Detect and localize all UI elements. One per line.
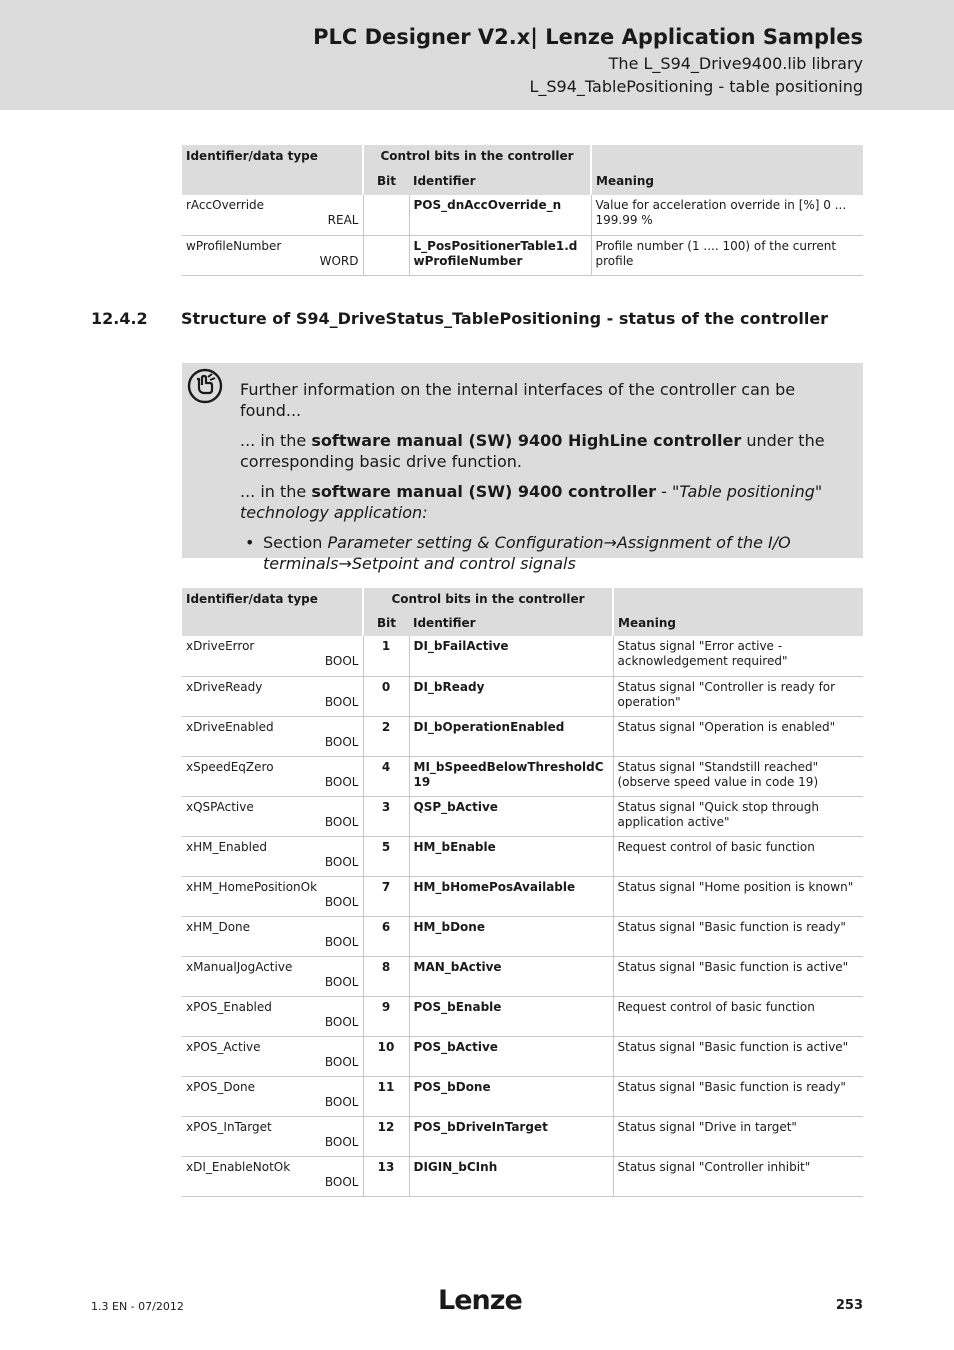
th-bit: Bit xyxy=(363,170,409,195)
cell-bit: 12 xyxy=(363,1116,409,1156)
th-bit: Bit xyxy=(363,612,409,636)
data-type: BOOL xyxy=(324,1014,359,1029)
data-type: BOOL xyxy=(324,854,359,869)
cell-meaning: Status signal "Quick stop through application active" xyxy=(613,796,863,836)
cell-bit: 3 xyxy=(363,796,409,836)
note-bullet-section: • Section Parameter setting & Configuration→Assignment of the I/O terminals→Setpoint and control signals xyxy=(240,532,850,574)
cell-identifier xyxy=(182,956,363,996)
cell-control-identifier: MI_bSpeedBelowThresholdC19 xyxy=(409,756,613,796)
page-header xyxy=(0,0,954,110)
header-subtitle-function: L_S94_TablePositioning - table positioning xyxy=(529,77,863,96)
cell-control-identifier: POS_bDriveInTarget xyxy=(409,1116,613,1156)
cell-identifier xyxy=(182,916,363,956)
th-identifier: Identifier/data type xyxy=(182,145,363,195)
cell-bit: 13 xyxy=(363,1156,409,1196)
identifier-name: wProfileNumber xyxy=(186,238,282,253)
cell-bit xyxy=(363,235,409,275)
cell-control-identifier: DIGIN_bCInh xyxy=(409,1156,613,1196)
cell-control-identifier: POS_dnAccOverride_n xyxy=(409,195,591,235)
cell-identifier xyxy=(182,876,363,916)
control-table-top xyxy=(182,145,863,276)
cell-meaning: Status signal "Drive in target" xyxy=(613,1116,863,1156)
table-row xyxy=(182,956,863,996)
identifier-name: xDriveReady xyxy=(186,679,263,694)
data-type: REAL xyxy=(327,213,359,227)
cell-identifier xyxy=(182,1076,363,1116)
cell-bit: 11 xyxy=(363,1076,409,1116)
data-type: BOOL xyxy=(324,934,359,949)
cell-meaning: Request control of basic function xyxy=(613,996,863,1036)
identifier-name: rAccOverride xyxy=(186,198,265,212)
cell-bit: 8 xyxy=(363,956,409,996)
cell-control-identifier: HM_bDone xyxy=(409,916,613,956)
cell-bit: 4 xyxy=(363,756,409,796)
cell-identifier xyxy=(182,195,363,235)
cell-control-identifier: DI_bOperationEnabled xyxy=(409,716,613,756)
cell-control-identifier: DI_bReady xyxy=(409,676,613,716)
cell-bit: 10 xyxy=(363,1036,409,1076)
identifier-name: xDriveEnabled xyxy=(186,719,274,734)
th-identifier: Identifier/data type xyxy=(182,588,363,636)
table-row xyxy=(182,1076,863,1116)
lenze-logo: Lenze xyxy=(438,1285,522,1316)
cell-meaning: Profile number (1 .... 100) of the current profile xyxy=(591,235,863,275)
cell-identifier xyxy=(182,836,363,876)
cell-bit: 9 xyxy=(363,996,409,1036)
cell-identifier xyxy=(182,1156,363,1196)
table-row xyxy=(182,836,863,876)
data-type: BOOL xyxy=(324,1094,359,1109)
cell-bit xyxy=(363,195,409,235)
data-type: BOOL xyxy=(324,774,359,789)
data-type: BOOL xyxy=(324,974,359,989)
cell-bit: 5 xyxy=(363,836,409,876)
cell-control-identifier: POS_bActive xyxy=(409,1036,613,1076)
cell-meaning: Status signal "Basic function is ready" xyxy=(613,1076,863,1116)
drive-status-table xyxy=(182,588,863,1197)
th-control-bits: Control bits in the controller xyxy=(363,588,613,612)
cell-meaning: Request control of basic function xyxy=(613,836,863,876)
data-type: BOOL xyxy=(324,814,359,829)
cell-control-identifier: HM_bEnable xyxy=(409,836,613,876)
cell-identifier xyxy=(182,756,363,796)
table-row xyxy=(182,1036,863,1076)
cell-meaning: Status signal "Basic function is ready" xyxy=(613,916,863,956)
cell-identifier xyxy=(182,1116,363,1156)
cell-identifier xyxy=(182,676,363,716)
cell-identifier xyxy=(182,796,363,836)
th-ident: Identifier xyxy=(409,170,591,195)
identifier-name: xPOS_Active xyxy=(186,1039,261,1054)
info-note-box xyxy=(182,363,863,573)
cell-identifier xyxy=(182,636,363,676)
cell-control-identifier: MAN_bActive xyxy=(409,956,613,996)
identifier-name: xPOS_InTarget xyxy=(186,1119,272,1134)
table-row xyxy=(182,996,863,1036)
table-row xyxy=(182,716,863,756)
cell-bit: 6 xyxy=(363,916,409,956)
table-row xyxy=(182,876,863,916)
data-type: BOOL xyxy=(324,654,359,668)
identifier-name: xHM_HomePositionOk xyxy=(186,879,318,894)
page-number: 253 xyxy=(835,1298,863,1313)
cell-control-identifier: POS_bDone xyxy=(409,1076,613,1116)
table-row xyxy=(182,676,863,716)
cell-control-identifier: DI_bFailActive xyxy=(409,636,613,676)
header-title: PLC Designer V2.x| Lenze Application Samples xyxy=(313,25,863,49)
identifier-name: xHM_Done xyxy=(186,919,251,934)
note-intro: Further information on the internal interfaces of the controller can be found... xyxy=(240,380,796,420)
table-row xyxy=(182,195,863,235)
cell-bit: 1 xyxy=(363,636,409,676)
cell-meaning: Status signal "Home position is known" xyxy=(613,876,863,916)
table-row xyxy=(182,235,863,275)
cell-bit: 0 xyxy=(363,676,409,716)
header-subtitle-library: The L_S94_Drive9400.lib library xyxy=(608,54,863,73)
identifier-name: xPOS_Done xyxy=(186,1079,255,1094)
cell-meaning: Status signal "Standstill reached" (observe speed value in code 19) xyxy=(613,756,863,796)
data-type: BOOL xyxy=(324,1054,359,1069)
data-type: BOOL xyxy=(324,894,359,909)
table-row xyxy=(182,796,863,836)
cell-identifier xyxy=(182,1036,363,1076)
table-row xyxy=(182,916,863,956)
identifier-name: xHM_Enabled xyxy=(186,839,267,854)
data-type: BOOL xyxy=(324,1174,359,1189)
data-type: BOOL xyxy=(324,694,359,709)
table-row xyxy=(182,756,863,796)
cell-meaning: Status signal "Basic function is active" xyxy=(613,1036,863,1076)
cell-meaning: Status signal "Basic function is active" xyxy=(613,956,863,996)
th-ident: Identifier xyxy=(409,612,613,636)
footer-version: 1.3 EN - 07/2012 xyxy=(91,1300,184,1313)
cell-control-identifier: L_PosPositionerTable1.dwProfileNumber xyxy=(409,235,591,275)
cell-meaning: Status signal "Error active - acknowledgement required" xyxy=(613,636,863,676)
cell-control-identifier: QSP_bActive xyxy=(409,796,613,836)
cell-bit: 2 xyxy=(363,716,409,756)
identifier-name: xPOS_Enabled xyxy=(186,999,272,1014)
cell-control-identifier: POS_bEnable xyxy=(409,996,613,1036)
cell-identifier xyxy=(182,996,363,1036)
cell-meaning: Status signal "Controller inhibit" xyxy=(613,1156,863,1196)
table-row xyxy=(182,1156,863,1196)
reference-hand-icon xyxy=(187,368,223,404)
th-meaning: Meaning xyxy=(613,612,863,636)
cell-meaning: Value for acceleration override in [%] 0 ... 199.99 % xyxy=(591,195,863,235)
table-row xyxy=(182,636,863,676)
cell-control-identifier: HM_bHomePosAvailable xyxy=(409,876,613,916)
cell-identifier xyxy=(182,235,363,275)
identifier-name: xManualJogActive xyxy=(186,959,293,974)
cell-identifier xyxy=(182,716,363,756)
identifier-name: xQSPActive xyxy=(186,799,254,814)
data-type: WORD xyxy=(319,253,359,268)
note-highline-ref: ... in the software manual (SW) 9400 HighLine controller under the corresponding basic drive function. xyxy=(240,431,825,471)
cell-meaning: Status signal "Controller is ready for operation" xyxy=(613,676,863,716)
identifier-name: xDI_EnableNotOk xyxy=(186,1159,291,1174)
identifier-name: xSpeedEqZero xyxy=(186,759,274,774)
table-row xyxy=(182,1116,863,1156)
cell-meaning: Status signal "Operation is enabled" xyxy=(613,716,863,756)
section-title: Structure of S94_DriveStatus_TablePositioning - status of the controller xyxy=(181,309,829,328)
th-control-bits: Control bits in the controller xyxy=(363,145,591,170)
data-type: BOOL xyxy=(324,1134,359,1149)
section-number: 12.4.2 xyxy=(91,309,148,328)
cell-bit: 7 xyxy=(363,876,409,916)
th-meaning: Meaning xyxy=(591,170,863,195)
note-controller-ref: ... in the software manual (SW) 9400 controller - "Table positioning" technology application: xyxy=(240,482,823,522)
identifier-name: xDriveError xyxy=(186,639,255,653)
data-type: BOOL xyxy=(324,734,359,749)
